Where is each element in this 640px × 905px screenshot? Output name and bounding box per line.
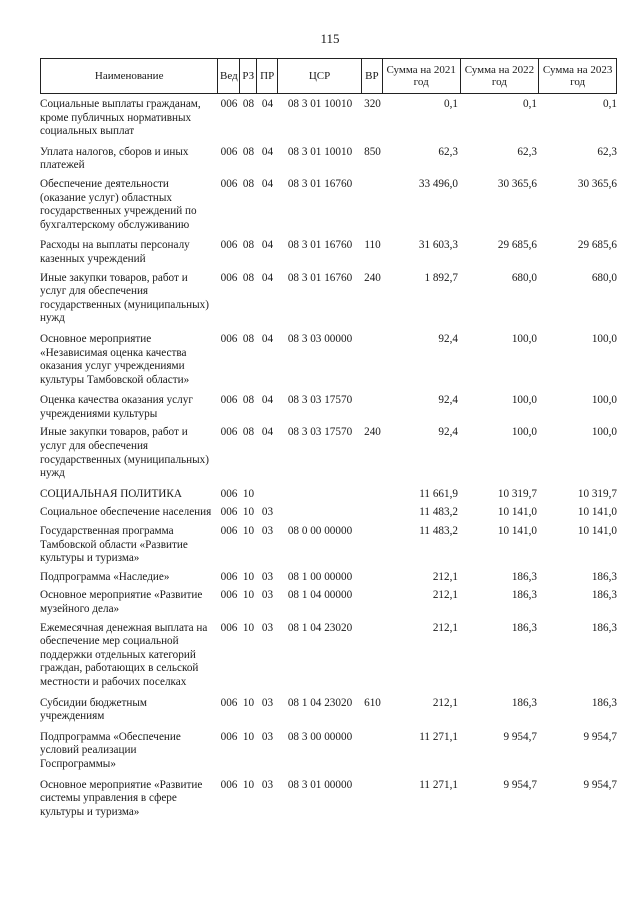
cell-csr <box>278 506 362 520</box>
cell-sum-2023: 10 141,0 <box>577 506 617 519</box>
cell-sum-2021: 11 271,1 <box>419 778 458 791</box>
cell-sum-2022: 29 685,6 <box>497 239 537 252</box>
table-row <box>40 779 617 820</box>
cell-sum-2022: 100,0 <box>511 332 537 345</box>
cell-rz: 08 <box>242 98 255 110</box>
cell-sum-2021: 33 496,0 <box>418 177 458 190</box>
cell-rz: 08 <box>242 426 255 439</box>
cell-ved: 006 <box>220 621 238 634</box>
cell-sum-2022: 10 141,0 <box>497 506 537 519</box>
cell-csr: 08 1 00 00000 <box>287 570 353 583</box>
cell-pr: 04 <box>261 98 274 110</box>
cell-pr: 03 <box>261 525 274 538</box>
cell-sum-2021: 11 483,2 <box>419 506 458 519</box>
cell-vr <box>362 394 383 421</box>
cell-csr: 08 3 03 17570 <box>287 426 353 439</box>
cell-rz: 08 <box>242 394 255 407</box>
cell-vr: 610 <box>364 696 381 709</box>
table-row <box>40 178 617 232</box>
cell-ved: 006 <box>220 332 238 345</box>
cell-vr: 850 <box>364 145 381 158</box>
cell-vr <box>362 525 383 566</box>
cell-rz: 10 <box>242 621 255 634</box>
table-row <box>40 394 617 421</box>
cell-name: Иные закупки товаров, работ и услуг для обеспечения государственных (муниципальных) нужд <box>40 271 209 325</box>
cell-csr: 08 3 01 16760 <box>287 239 353 252</box>
cell-csr: 08 3 01 10010 <box>287 98 353 110</box>
cell-vr <box>362 589 383 616</box>
cell-ved: 006 <box>220 239 238 252</box>
header-sum-2022: Сумма на 2022 год <box>461 59 540 93</box>
cell-rz: 10 <box>242 730 255 743</box>
cell-pr: 03 <box>261 589 274 602</box>
cell-sum-2023: 186,3 <box>591 589 617 602</box>
cell-rz: 08 <box>242 177 255 190</box>
header-csr: ЦСР <box>278 59 362 93</box>
cell-name: Субсидии бюджетным учреждениям <box>40 696 147 723</box>
cell-vr: 110 <box>364 239 381 252</box>
cell-ved: 006 <box>220 570 238 583</box>
cell-name: Социальные выплаты гражданам, кроме публичных нормативных социальных выплат <box>40 98 201 138</box>
table-row <box>40 622 617 690</box>
cell-name: Подпрограмма «Обеспечение условий реализации Госпрограммы» <box>40 730 181 770</box>
cell-rz: 10 <box>242 589 255 602</box>
cell-rz: 10 <box>242 570 255 583</box>
cell-vr <box>362 488 383 502</box>
cell-vr <box>362 178 383 232</box>
cell-ved: 006 <box>220 730 238 743</box>
cell-sum-2022: 100,0 <box>511 426 537 439</box>
cell-csr: 08 1 04 23020 <box>287 696 353 709</box>
cell-sum-2023: 100,0 <box>591 426 617 439</box>
cell-pr: 04 <box>261 145 274 158</box>
cell-sum-2022: 186,3 <box>511 621 537 634</box>
cell-sum-2021: 212,1 <box>432 621 458 634</box>
cell-vr <box>362 571 383 585</box>
cell-csr <box>278 488 362 502</box>
cell-rz: 10 <box>242 696 255 709</box>
cell-vr <box>362 506 383 520</box>
cell-sum-2023: 186,3 <box>591 570 617 583</box>
cell-vr: 320 <box>364 98 381 110</box>
cell-rz: 08 <box>242 271 255 284</box>
cell-rz: 08 <box>242 332 255 345</box>
table-row <box>40 506 617 520</box>
cell-sum-2023: 0,1 <box>603 98 617 110</box>
cell-sum-2021: 212,1 <box>432 696 458 709</box>
cell-pr: 03 <box>261 621 274 634</box>
cell-csr: 08 3 01 00000 <box>287 778 353 791</box>
cell-sum-2023: 10 319,7 <box>577 487 617 500</box>
cell-sum-2022: 186,3 <box>511 570 537 583</box>
table-row <box>40 488 617 502</box>
cell-sum-2022: 0,1 <box>523 98 537 110</box>
cell-vr: 240 <box>364 271 381 284</box>
cell-sum-2023: 186,3 <box>591 621 617 634</box>
header-name: Наименование <box>41 59 218 93</box>
table-row <box>40 146 617 173</box>
cell-sum-2023: 9 954,7 <box>583 778 617 791</box>
cell-name: Государственная программа Тамбовской области «Развитие культуры и туризма» <box>40 525 188 565</box>
table-row <box>40 589 617 616</box>
cell-sum-2023: 10 141,0 <box>577 525 617 538</box>
cell-sum-2021: 11 271,1 <box>419 730 458 743</box>
cell-sum-2022: 62,3 <box>517 145 537 158</box>
cell-sum-2022: 10 141,0 <box>497 525 537 538</box>
cell-vr <box>362 622 383 690</box>
cell-rz: 10 <box>242 778 255 791</box>
header-pr: ПР <box>257 59 278 93</box>
cell-sum-2021: 92,4 <box>438 426 458 439</box>
cell-pr: 03 <box>261 570 274 583</box>
cell-ved: 006 <box>220 525 238 538</box>
cell-sum-2021: 11 661,9 <box>419 487 458 500</box>
cell-name: Обеспечение деятельности (оказание услуг) областных государственных учреждений по бухгалтерскому обслуживанию <box>40 177 197 231</box>
cell-sum-2023: 29 685,6 <box>577 239 617 252</box>
table-row <box>40 333 617 387</box>
cell-sum-2023: 30 365,6 <box>577 177 617 190</box>
cell-name: Основное мероприятие «Развитие музейного дела» <box>40 589 203 615</box>
table-row <box>40 426 617 480</box>
cell-name: Ежемесячная денежная выплата на обеспечение мер социальной поддержки отдельных категорий граждан, работающих в сельской местности и рабочих поселках <box>40 621 208 688</box>
cell-ved: 006 <box>220 145 238 158</box>
cell-rz: 08 <box>242 145 255 158</box>
cell-ved: 006 <box>220 487 238 500</box>
header-ved: Вед <box>218 59 240 93</box>
cell-sum-2021: 92,4 <box>438 394 458 407</box>
cell-pr: 04 <box>261 271 274 284</box>
table-row <box>40 525 617 566</box>
cell-csr: 08 1 04 23020 <box>287 621 353 634</box>
cell-sum-2021: 212,1 <box>432 589 458 602</box>
cell-sum-2021: 92,4 <box>438 332 458 345</box>
header-sum-2023: Сумма на 2023 год <box>542 64 613 88</box>
cell-sum-2022: 9 954,7 <box>503 778 537 791</box>
cell-csr: 08 3 01 16760 <box>287 271 353 284</box>
cell-sum-2023: 9 954,7 <box>583 730 617 743</box>
table-row <box>40 239 617 266</box>
cell-sum-2021: 11 483,2 <box>419 525 458 538</box>
cell-sum-2021: 212,1 <box>432 570 458 583</box>
cell-sum-2022: 9 954,7 <box>503 730 537 743</box>
cell-sum-2023: 62,3 <box>597 145 617 158</box>
table-row <box>40 731 617 772</box>
table-row <box>40 571 617 585</box>
cell-pr: 03 <box>261 730 274 743</box>
cell-ved: 006 <box>220 696 238 709</box>
cell-ved: 006 <box>220 394 238 407</box>
cell-sum-2022: 186,3 <box>511 589 537 602</box>
cell-rz: 10 <box>242 487 255 500</box>
cell-ved: 006 <box>220 778 238 791</box>
cell-sum-2023: 680,0 <box>591 271 617 284</box>
cell-ved: 006 <box>220 98 238 110</box>
cell-sum-2021: 31 603,3 <box>418 239 458 252</box>
cell-name: Уплата налогов, сборов и иных платежей <box>40 145 189 172</box>
cell-vr <box>362 731 383 772</box>
cell-csr: 08 0 00 00000 <box>287 525 353 538</box>
cell-name: Основное мероприятие «Независимая оценка качества оказания услуг учреждениями культуры Тамбовской области» <box>40 332 190 386</box>
cell-vr: 240 <box>364 426 381 439</box>
cell-pr: 03 <box>261 778 274 791</box>
header-vr: ВР <box>362 59 383 93</box>
cell-csr: 08 3 03 00000 <box>287 332 353 345</box>
cell-pr: 04 <box>261 332 274 345</box>
cell-pr: 04 <box>261 239 274 252</box>
cell-sum-2022: 100,0 <box>511 394 537 407</box>
cell-rz: 10 <box>242 506 255 519</box>
page-number: 115 <box>320 31 340 46</box>
cell-vr <box>362 779 383 820</box>
cell-name: Основное мероприятие «Развитие системы управления в сфере культуры и туризма» <box>40 778 203 818</box>
cell-name: Подпрограмма «Наследие» <box>40 570 170 583</box>
cell-sum-2022: 680,0 <box>511 271 537 284</box>
cell-ved: 006 <box>220 426 238 439</box>
cell-name: Расходы на выплаты персоналу казенных учреждений <box>40 239 190 265</box>
cell-name: Иные закупки товаров, работ и услуг для обеспечения государственных (муниципальных) нужд <box>40 426 209 480</box>
cell-rz: 10 <box>242 525 255 538</box>
cell-sum-2023: 100,0 <box>591 332 617 345</box>
table-row <box>40 697 617 724</box>
cell-pr <box>257 488 278 502</box>
cell-ved: 006 <box>220 177 238 190</box>
cell-name: Социальное обеспечение населения <box>40 506 212 519</box>
cell-sum-2021: 1 892,7 <box>424 271 458 284</box>
cell-sum-2022: 186,3 <box>511 696 537 709</box>
cell-csr: 08 1 04 00000 <box>287 589 353 602</box>
cell-pr: 03 <box>261 506 274 519</box>
header-sum-2021: Сумма на 2021 год <box>383 59 461 93</box>
cell-csr: 08 3 00 00000 <box>287 730 353 743</box>
cell-sum-2021: 0,1 <box>444 98 458 110</box>
header-rz: РЗ <box>240 59 257 93</box>
cell-ved: 006 <box>220 589 238 602</box>
cell-pr: 04 <box>261 394 274 407</box>
cell-pr: 04 <box>261 177 274 190</box>
table-row <box>40 272 617 326</box>
cell-name: Оценка качества оказания услуг учреждениями культуры <box>40 394 193 420</box>
table-header <box>40 58 617 94</box>
cell-sum-2022: 30 365,6 <box>497 177 537 190</box>
table-row <box>40 98 617 139</box>
cell-sum-2023: 100,0 <box>591 394 617 407</box>
cell-pr: 04 <box>261 426 274 439</box>
cell-name: СОЦИАЛЬНАЯ ПОЛИТИКА <box>40 487 182 500</box>
table-body <box>40 98 617 826</box>
cell-ved: 006 <box>220 271 238 284</box>
cell-csr: 08 3 01 10010 <box>287 145 353 158</box>
cell-rz: 08 <box>242 239 255 252</box>
cell-sum-2023: 186,3 <box>591 696 617 709</box>
cell-csr: 08 3 01 16760 <box>287 177 353 190</box>
cell-ved: 006 <box>220 506 238 519</box>
cell-vr <box>362 333 383 387</box>
cell-sum-2021: 62,3 <box>438 145 458 158</box>
cell-pr: 03 <box>261 696 274 709</box>
cell-sum-2022: 10 319,7 <box>497 487 537 500</box>
cell-csr: 08 3 03 17570 <box>287 394 353 407</box>
